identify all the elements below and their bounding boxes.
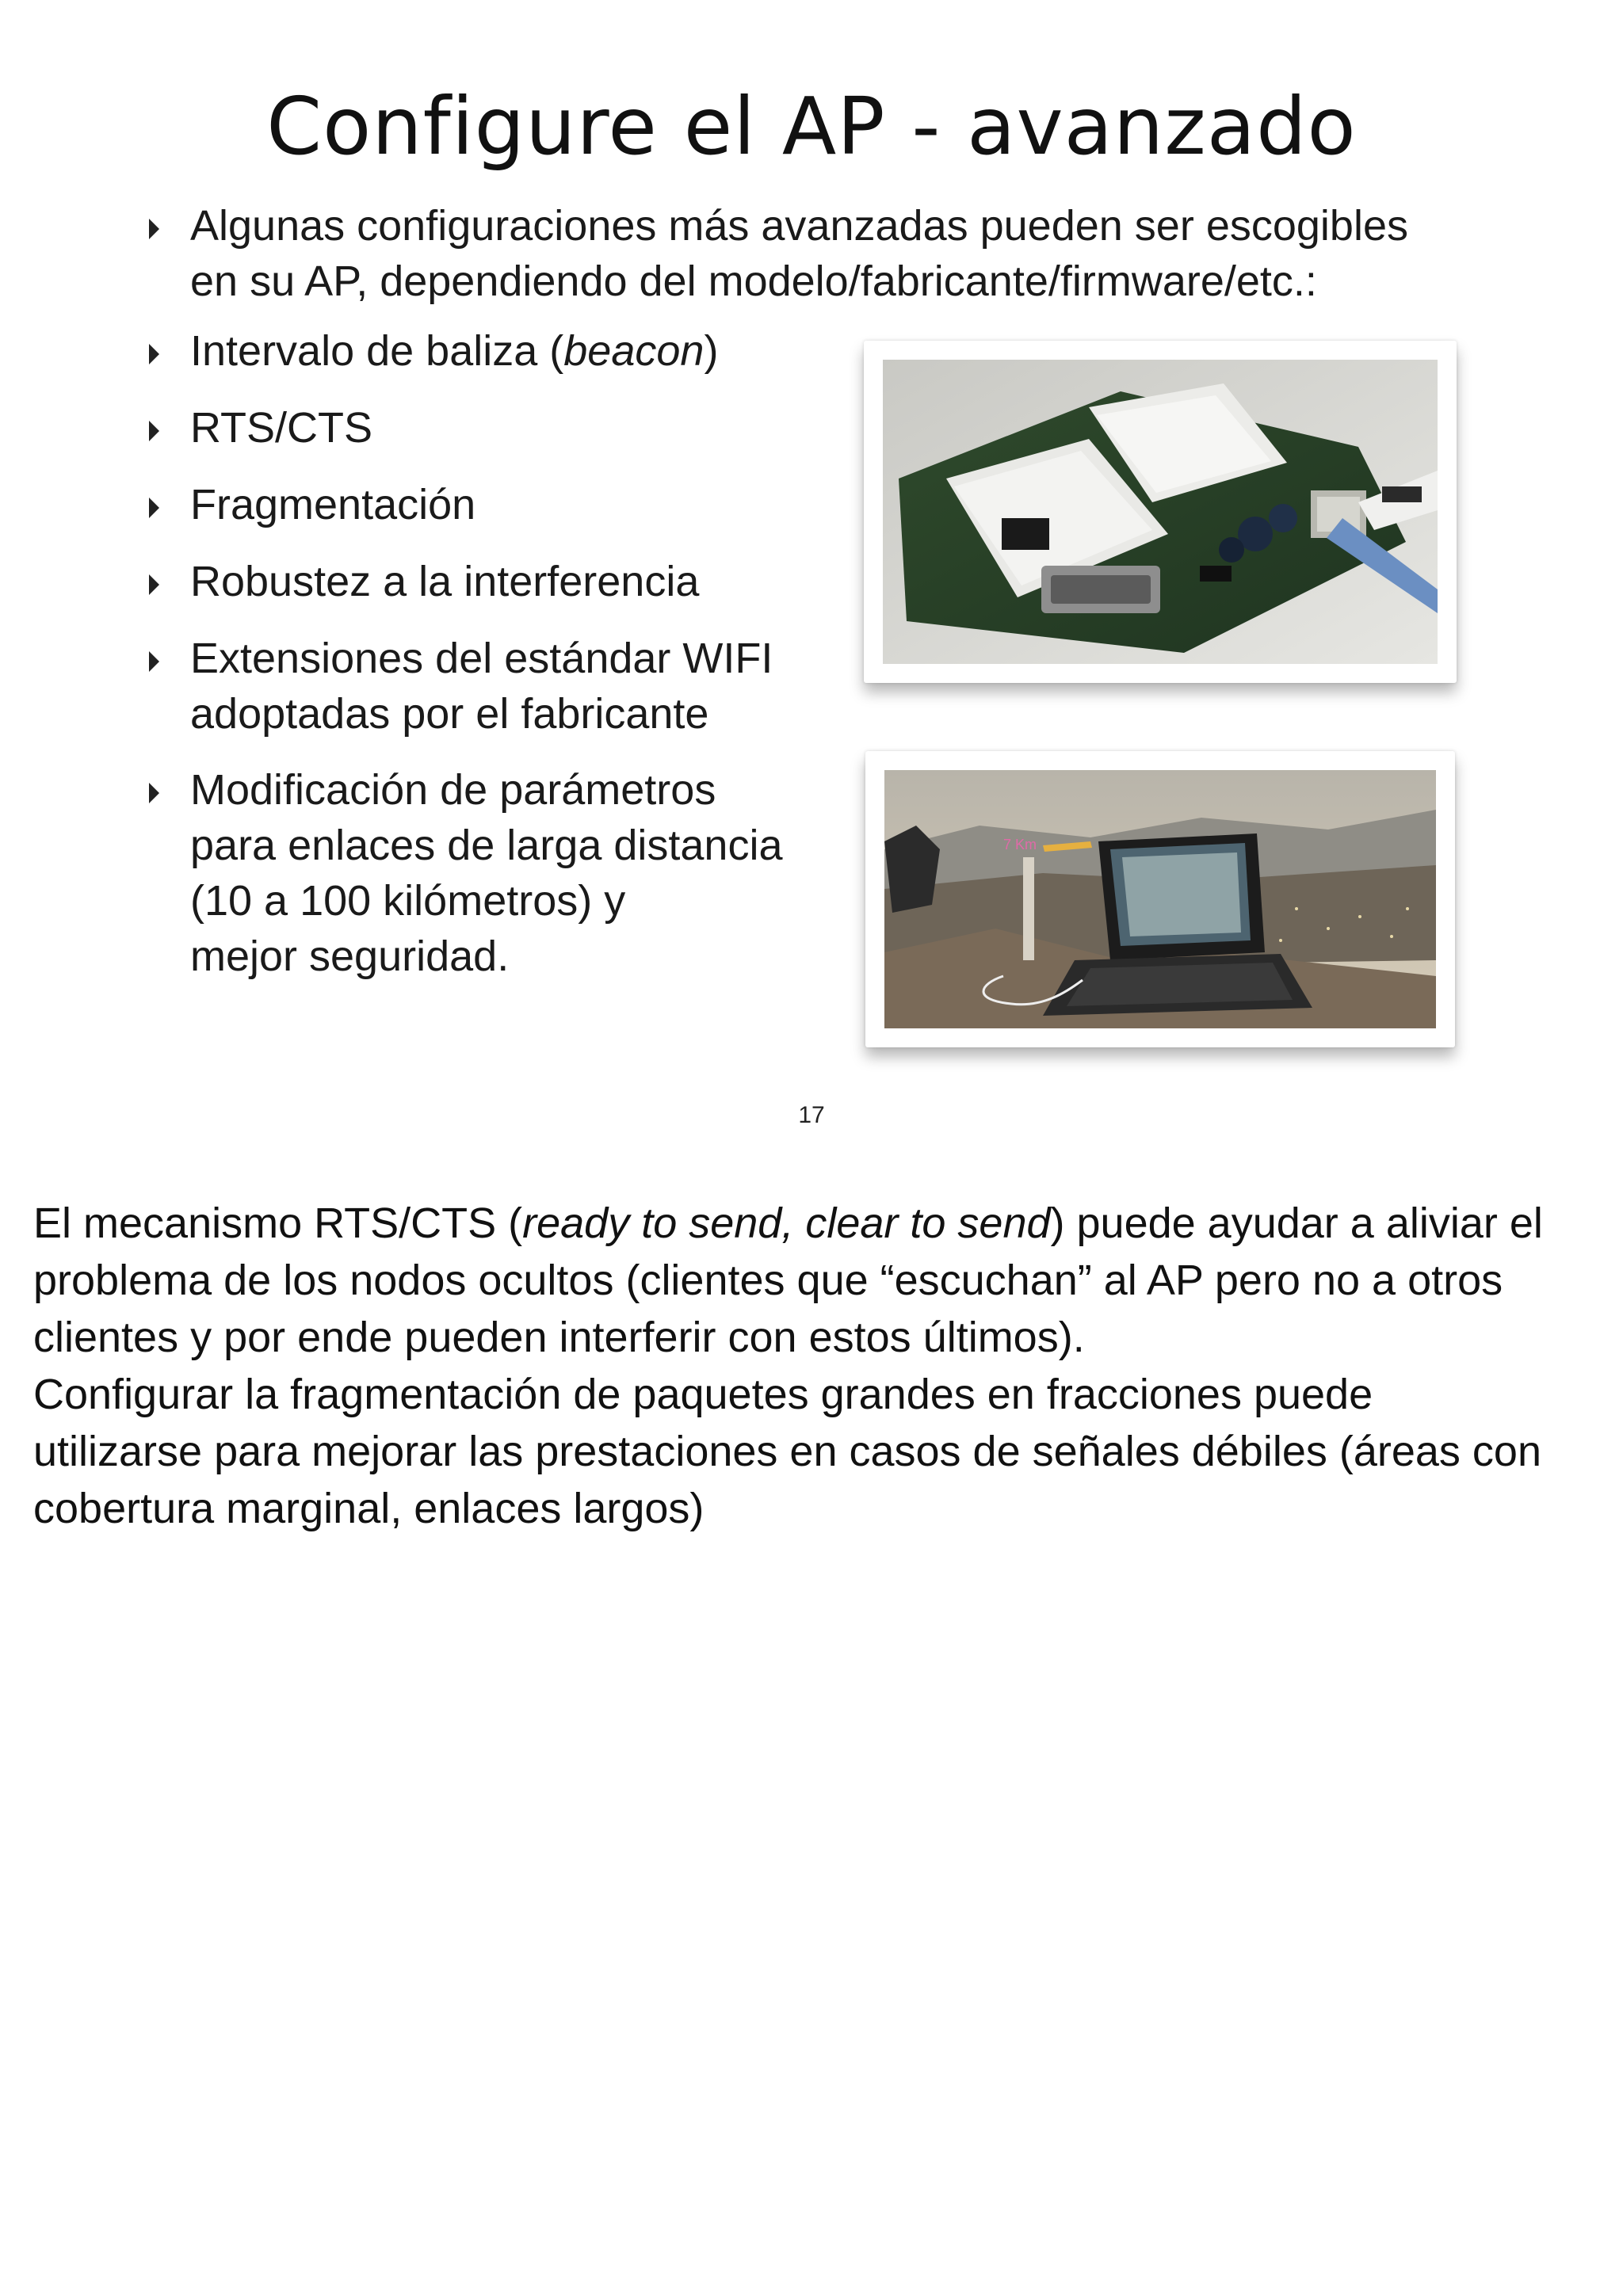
bullet-arrow-icon — [149, 651, 159, 672]
bullet-text: Intervalo de baliza ( — [190, 327, 564, 375]
circuit-board-photo — [864, 341, 1457, 683]
notes-text: ) puede ayudar a aliviar el — [1050, 1199, 1543, 1247]
bullet-item — [143, 198, 1442, 309]
distance-label: 7 Km — [1003, 837, 1037, 852]
notes-line: utilizarse para mejorar las prestaciones en casos de señales débiles (áreas con — [33, 1428, 1541, 1475]
bullet-line: mejor seguridad. — [190, 933, 510, 980]
notes-line — [33, 1195, 1602, 1252]
bullet-line: para enlaces de larga distancia — [190, 822, 783, 869]
notes-line: cobertura marginal, enlaces largos) — [33, 1485, 705, 1532]
notes-text: El mecanismo RTS/CTS ( — [33, 1199, 523, 1247]
circuit-board-image — [883, 360, 1438, 664]
bullet-arrow-icon — [149, 498, 159, 518]
bullet-line: RTS/CTS — [190, 404, 373, 452]
bullet-arrow-icon — [149, 574, 159, 595]
slide-title: Configure el AP - avanzado — [266, 80, 1357, 173]
laptop-landscape-photo — [865, 751, 1455, 1047]
bullet-italic-text: beacon — [563, 327, 705, 375]
bullet-arrow-icon — [149, 344, 159, 364]
page-number: 17 — [798, 1102, 825, 1128]
bullet-line: (10 a 100 kilómetros) y — [190, 877, 626, 925]
bullet-line: Algunas configuraciones más avanzadas pueden ser escogibles — [190, 202, 1408, 250]
notes-line: clientes y por ende pueden interferir con estos últimos). — [33, 1314, 1085, 1361]
bullet-line: Modificación de parámetros — [190, 766, 716, 814]
laptop-landscape-image — [884, 770, 1436, 1028]
bullet-text: ) — [704, 327, 719, 375]
bullet-arrow-icon — [149, 421, 159, 441]
bullet-line: en su AP, dependiendo del modelo/fabricante/firmware/etc.: — [190, 257, 1317, 305]
bullet-line: Fragmentación — [190, 481, 476, 528]
bullet-line: adoptadas por el fabricante — [190, 690, 709, 738]
notes-line: Configurar la fragmentación de paquetes grandes en fracciones puede — [33, 1371, 1373, 1418]
notes-line: problema de los nodos ocultos (clientes que “escuchan” al AP pero no a otros — [33, 1257, 1503, 1304]
notes-italic-text: ready to send, clear to send — [522, 1199, 1051, 1247]
bullet-line: Robustez a la interferencia — [190, 558, 700, 605]
speaker-notes — [33, 1195, 1602, 1537]
bullet-arrow-icon — [149, 219, 159, 239]
bullet-arrow-icon — [149, 783, 159, 803]
bullet-line: Extensiones del estándar WIFI — [190, 635, 773, 682]
